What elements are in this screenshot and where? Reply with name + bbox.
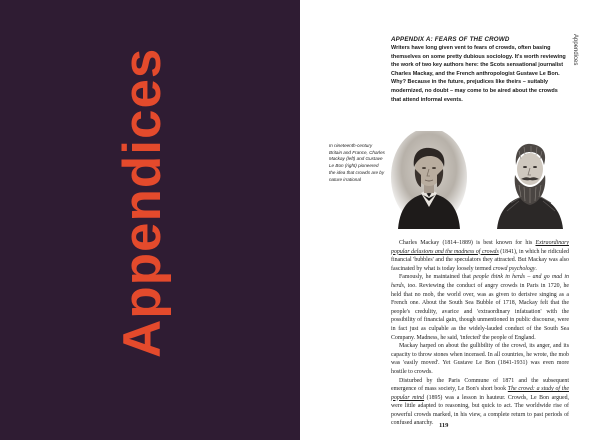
p1-text-a: Charles Mackay (1814–1889) is best known for his (399, 240, 536, 246)
portrait-lebon-drawing (491, 131, 569, 229)
p4-text-a: Disturbed by the Paris Commune of 1871 and the subsequent emergence of mass society, Le Bon's short book (391, 377, 569, 393)
appendix-heading: APPENDIX A: FEARS OF THE CROWD (391, 36, 510, 43)
body-text (391, 239, 569, 428)
body-paragraph-1 (391, 239, 569, 273)
portrait-charles-mackay (390, 131, 468, 229)
photo-caption: In nineteenth-century Britain and France, Charles Mackay (left) and Gustave Le Bon (right) pioneered the idea that crowds are by nature irrational (329, 143, 385, 182)
p2-text-a: Famously, he maintained that (399, 274, 474, 281)
body-paragraph-4 (391, 377, 569, 429)
book-title-le-bon: The crowd: a study of the popular mind (391, 386, 569, 401)
p2-text-c: . Reviewing the conduct of angry crowds in Paris in 1720, he held that no mob, the world over, was as given to derisive singing as a French one. About the South Sea Bubble of 1718, Mackay felt that the people's credulity, avarice and 'extraordinary infatuation' with the possibility of financial gain, though unmentioned in public discourse, were in fact just as culpable as the widely-lauded conduct of the South Sea Company. Madness, he said, 'infected' the people of England. (391, 282, 570, 341)
portrait-mackay-drawing (390, 131, 468, 229)
p1-term-crowd-psychology: crowd psychology (492, 265, 536, 272)
page-number: 119 (439, 422, 449, 429)
portrait-gustave-le-bon (491, 131, 569, 229)
p2-quote-herds: people think in herds – and go mad in herds, too (391, 274, 569, 289)
intro-paragraph: Writers have long given vent to fears of crowds, often basing themselves on some pretty dubious sociology. It's worth reviewing the work of two key authors here: the Scots sensational journalist Charles Mackay, and the French anthropologist Gustave Le Bon. Why? Because in the future, prejudices like theirs – suitably modernized, no doubt – may come to be aired about the crowds that attend informal events. (391, 45, 566, 103)
book-title-mackay: Extraordinary popular delusions and the madness of crowds (391, 240, 569, 255)
p4-text-c: (1895) was a lesson in hauteur. Crowds, Le Bon argued, were little adapted to reasoning, but quick to act. The worldwide rise of powerful crowds marked, in his view, a complete return to past periods of confused anarchy. (391, 394, 569, 427)
section-title: Appendices (113, 47, 172, 358)
body-paragraph-2 (391, 273, 569, 342)
body-paragraph-3: Mackay harped on about the gullibility of the crowd, its anger, and its capacity to throw stones when incensed. In all countries, he wrote, the mob was 'easily moved'. Yet Gustave Le Bon (1841-1931) was even more hostile to crowds. (391, 343, 569, 375)
p1-text-e: . (535, 265, 537, 272)
running-head: Appendices (572, 34, 578, 66)
p1-text-c: (1841), in which he ridiculed financial 'bubbles' and the speculators they attracted. But Mackay was also fascinated by what is today loosely termed (391, 248, 570, 272)
